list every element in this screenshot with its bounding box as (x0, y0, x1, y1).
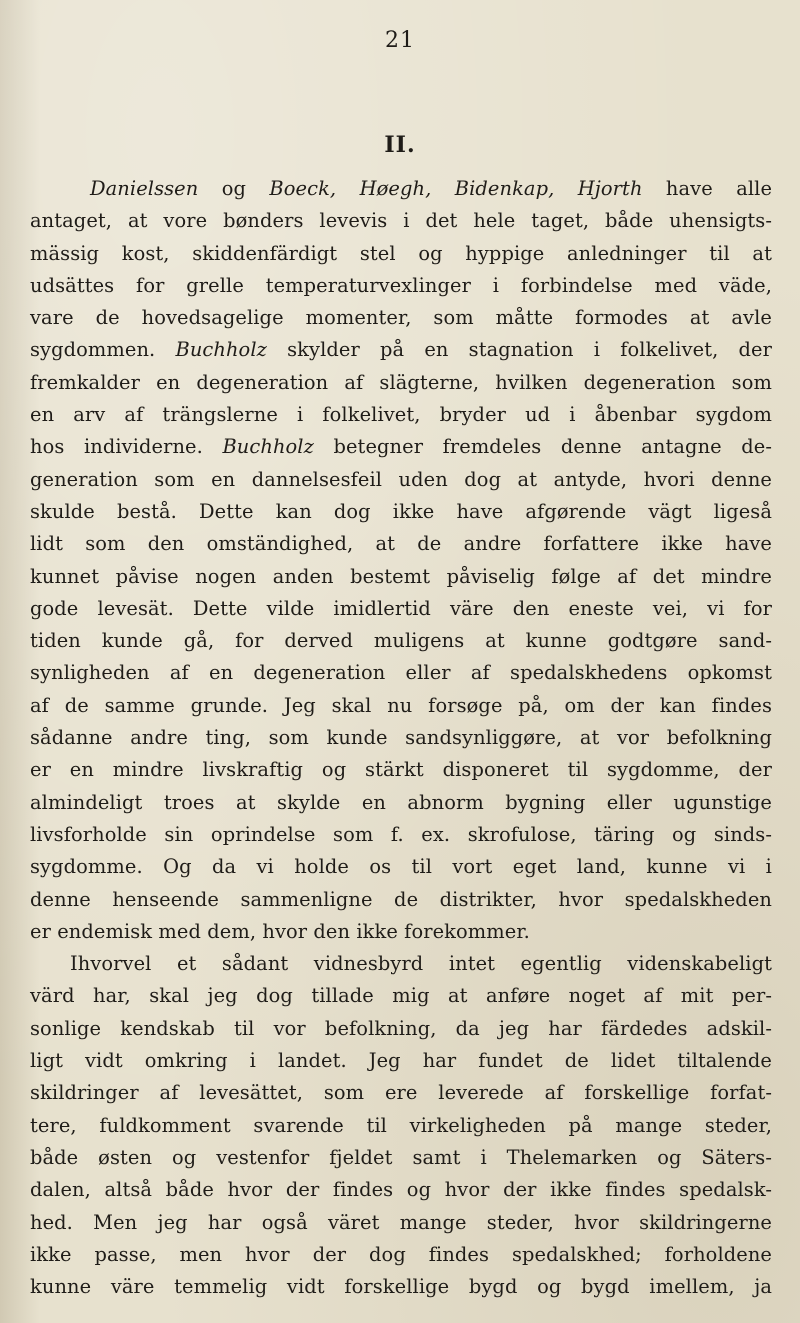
chapter-heading: II. (384, 132, 416, 158)
text-line (30, 1271, 772, 1303)
text-segment: dalen, altså både hvor der findes og hvor der ikke findes spedalsk- (30, 1178, 772, 1202)
page-number: 21 (385, 28, 415, 53)
text-line (30, 593, 772, 625)
italic-name: Bidenkap, (454, 177, 555, 200)
text-line (30, 884, 772, 916)
italic-name: Hjorth (577, 177, 643, 200)
text-line (30, 399, 772, 431)
text-segment: en arv af trängslerne i folkelivet, bryder ud i åbenbar sygdom (30, 403, 772, 427)
italic-name: Buchholz (222, 435, 314, 459)
text-segment: og (198, 177, 270, 200)
text-line (30, 238, 772, 270)
text-segment: af de samme grunde. Jeg skal nu forsøge på, om der kan findes (30, 693, 772, 717)
text-line (30, 1013, 772, 1045)
text-line (30, 1110, 772, 1142)
text-line (30, 270, 772, 302)
text-line (30, 367, 772, 399)
text-line (30, 464, 772, 496)
italic-name: Danielssen (90, 177, 199, 200)
text-segment: ikke passe, men hvor der dog findes spedalskhed; forholdene (30, 1242, 772, 1266)
text-line (30, 1045, 772, 1077)
text-segment: er endemisk med dem, hvor den ikke forekommer. (30, 919, 530, 943)
text-segment: tiden kunde gå, for derved muligens at kunne godtgøre sand- (30, 629, 772, 653)
text-segment: generation som en dannelsesfeil uden dog at antyde, hvori denne (30, 467, 772, 491)
text-segment (431, 177, 454, 200)
text-segment: sygdomme. Og da vi holde os til vort eget land, kunne vi i (30, 855, 772, 879)
text-line (30, 302, 772, 334)
text-segment: livsforholde sin oprindelse som f. ex. skrofulose, täring og sinds- (30, 822, 772, 846)
text-line (30, 787, 772, 819)
text-line (30, 173, 772, 205)
text-line (30, 1174, 772, 1206)
text-segment: skulde bestå. Dette kan dog ikke have afgørende vägt ligeså (30, 499, 772, 523)
body-text (30, 173, 772, 1303)
text-segment: vare de hovedsagelige momenter, som måtte formodes at avle (30, 306, 772, 330)
text-line (30, 625, 772, 657)
text-line (30, 722, 772, 754)
text-segment: sygdommen. (30, 338, 176, 362)
text-segment: er en mindre livskraftig og stärkt disponeret til sygdomme, der (30, 758, 772, 782)
text-line (30, 1142, 772, 1174)
italic-name: Høegh, (359, 177, 432, 200)
text-segment: lidt som den omständighed, at de andre forfattere ikke have (30, 532, 772, 556)
text-segment: skylder på en stagnation i folkelivet, der (266, 338, 773, 362)
text-segment: Ihvorvel et sådant vidnesbyrd intet egentlig videnskabeligt (70, 952, 772, 976)
text-segment: hed. Men jeg har også väret mange steder, hvor skildringerne (30, 1210, 772, 1234)
text-segment: fremkalder en degeneration af slägterne, hvilken degeneration som (30, 370, 772, 394)
text-line (30, 819, 772, 851)
text-segment: synligheden af en degeneration eller af spedalskhedens opkomst (30, 661, 772, 685)
text-line (30, 657, 772, 689)
text-segment: have alle (642, 177, 773, 200)
text-segment (554, 177, 577, 200)
text-line (30, 1207, 772, 1239)
text-segment (336, 177, 359, 200)
text-line (30, 754, 772, 786)
text-segment: mässig kost, skiddenfärdigt stel og hyppige anledninger til at (30, 241, 772, 265)
text-line (30, 528, 772, 560)
text-line (30, 1239, 772, 1271)
text-segment: värd har, skal jeg dog tillade mig at anføre noget af mit per- (30, 984, 772, 1008)
text-segment: almindeligt troes at skylde en abnorm bygning eller ugunstige (30, 790, 772, 814)
text-line (30, 431, 772, 463)
text-line (30, 851, 772, 883)
text-segment: både østen og vestenfor fjeldet samt i Thelemarken og Säters- (30, 1145, 772, 1169)
text-segment: hos individerne. (30, 435, 223, 459)
text-segment: betegner fremdeles denne antagne de- (313, 435, 773, 459)
text-segment: sonlige kendskab til vor befolkning, da jeg har färdedes adskil- (30, 1016, 772, 1040)
text-segment: sådanne andre ting, som kunde sandsynliggøre, at vor befolkning (30, 726, 772, 750)
text-segment: kunnet påvise nogen anden bestemt påviselig følge af det mindre (30, 564, 772, 588)
text-segment: udsättes for grelle temperaturvexlinger i forbindelse med väde, (30, 273, 772, 297)
italic-name: Boeck, (269, 177, 337, 200)
text-segment: antaget, at vore bønders levevis i det hele taget, både uhensigts- (30, 209, 772, 233)
text-line (30, 561, 772, 593)
text-segment: kunne väre temmelig vidt forskellige bygd og bygd imellem, ja (30, 1275, 772, 1299)
italic-name: Buchholz (175, 338, 267, 362)
text-line (30, 1077, 772, 1109)
text-line (30, 916, 772, 948)
text-line (30, 496, 772, 528)
text-segment: gode levesät. Dette vilde imidlertid väre den eneste vei, vi for (30, 596, 772, 620)
text-line (30, 690, 772, 722)
text-line (30, 205, 772, 237)
text-segment: tere, fuldkomment svarende til virkeligheden på mange steder, (30, 1113, 772, 1137)
text-line (30, 334, 772, 366)
text-line (30, 948, 772, 980)
text-segment: denne henseende sammenligne de distrikter, hvor spedalskheden (30, 887, 772, 911)
text-line (30, 980, 772, 1012)
text-segment: skildringer af levesättet, som ere leverede af forskellige forfat- (30, 1081, 772, 1105)
text-segment: ligt vidt omkring i landet. Jeg har fundet de lidet tiltalende (30, 1049, 772, 1073)
